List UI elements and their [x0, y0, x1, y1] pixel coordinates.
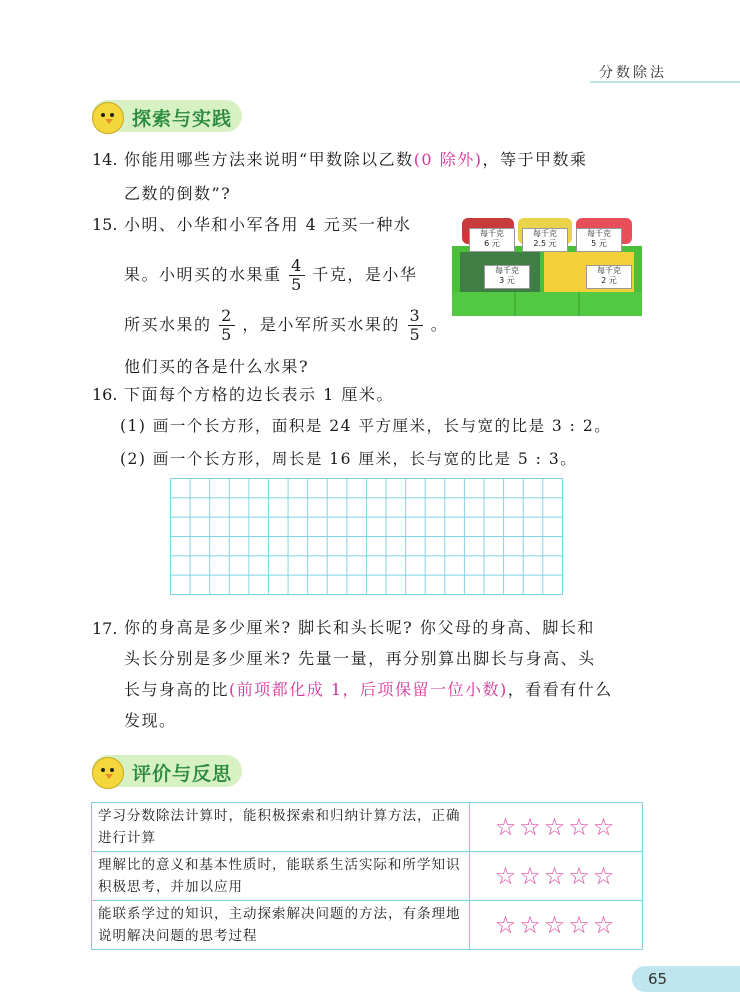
section-title-explore: 探索与实践	[132, 108, 233, 130]
page-number: 65	[632, 966, 740, 992]
question-15: 小明、小华和小军各用 4 元买一种水 果。小明买的水果重 $\frac{4}{5}$ 千克，是小华 所买水果的 $\frac{2}{5}$ ，是小军所买水果的 $\frac{3}{5}$ 。 他们买的各是什么水果?	[124, 215, 449, 376]
question-16-parts	[120, 410, 660, 476]
section-title-review: 评价与反思	[132, 763, 233, 785]
header-divider	[590, 81, 740, 83]
price-tag: 每千克 6 元	[469, 228, 515, 252]
price-tag: 每千克 3 元	[484, 265, 530, 289]
evaluation-criterion: 学习分数除法计算时，能积极探索和归纳计算方法，正确进行计算	[92, 803, 470, 852]
star-rating[interactable]: ☆☆☆☆☆	[470, 852, 643, 901]
table-row	[92, 803, 643, 852]
chick-mascot-icon	[92, 757, 124, 789]
evaluation-criterion: 理解比的意义和基本性质时，能联系生活实际和所学知识积极思考，并加以应用	[92, 852, 470, 901]
price-tag: 每千克 5 元	[576, 228, 622, 252]
price-tag: 每千克 2.5 元	[522, 228, 568, 252]
evaluation-criterion: 能联系学过的知识，主动探索解决问题的方法，有条理地说明解决问题的思考过程	[92, 901, 470, 950]
question-16: 下面每个方格的边长表示 1 厘米。	[124, 385, 394, 404]
table-row	[92, 901, 643, 950]
question-number: 16.	[92, 385, 118, 404]
star-rating[interactable]: ☆☆☆☆☆	[470, 901, 643, 950]
star-rating[interactable]: ☆☆☆☆☆	[470, 803, 643, 852]
square-grid[interactable]	[170, 478, 563, 595]
question-14: 你能用哪些方法来说明“甲数除以乙数(0 除外)，等于甲数乘 乙数的倒数”?	[124, 150, 588, 203]
sub-question-1: (1) 画一个长方形，面积是 24 平方厘米，长与宽的比是 3 : 2。	[120, 417, 612, 435]
chapter-title: 分数除法	[599, 65, 667, 81]
question-number: 14.	[92, 150, 118, 169]
question-17: 你的身高是多少厘米? 脚长和头长呢? 你父母的身高、脚长和 头长分别是多少厘米? 先量一量，再分别算出脚长与身高、头 长与身高的比(前项都化成 1，后项保留一位小数)，看看有什么 发现。	[124, 618, 613, 730]
evaluation-table	[91, 802, 643, 950]
question-number: 17.	[92, 619, 118, 638]
sub-question-2: (2) 画一个长方形，周长是 16 厘米，长与宽的比是 5 : 3。	[120, 450, 578, 468]
question-number: 15.	[92, 215, 118, 234]
chick-mascot-icon	[92, 102, 124, 134]
table-row	[92, 852, 643, 901]
price-tag: 每千克 2 元	[586, 265, 632, 289]
